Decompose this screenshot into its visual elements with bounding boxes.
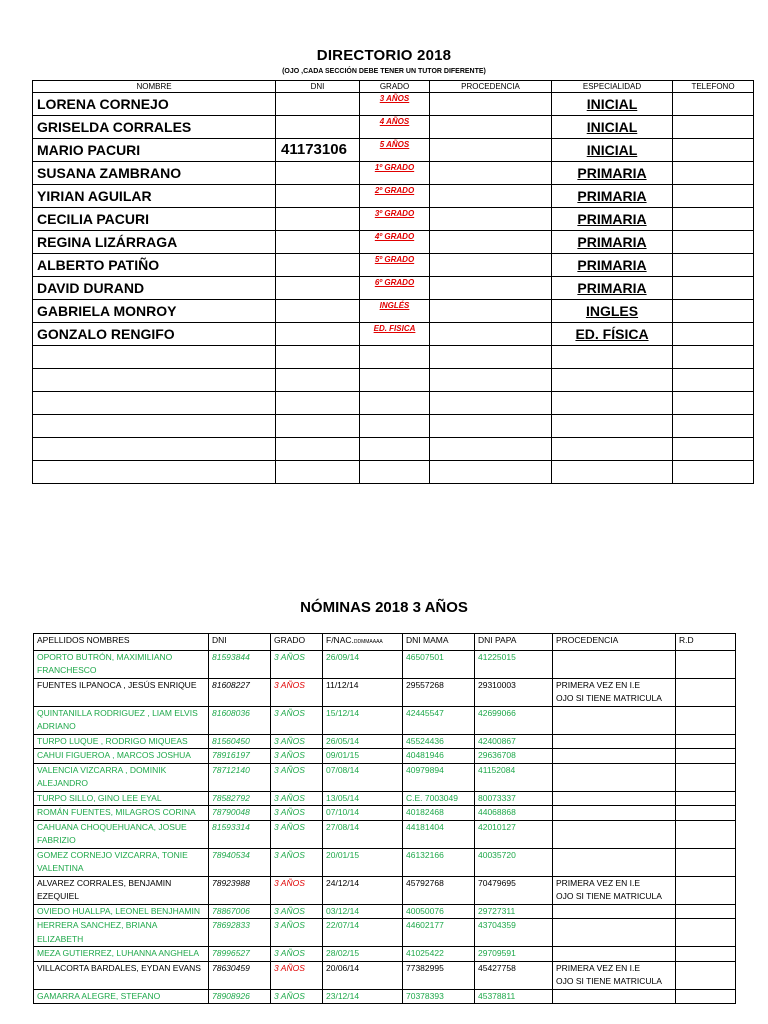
student-dni-cell: 81593844 <box>209 650 271 678</box>
directorio-row <box>33 415 754 438</box>
rd-cell <box>676 904 736 919</box>
student-dni-cell: 78908926 <box>209 989 271 1004</box>
telefono-cell <box>673 438 754 461</box>
dni-mama-cell: 40182468 <box>403 806 475 821</box>
nominas-row <box>34 791 736 806</box>
especialidad-cell <box>552 461 673 484</box>
procedencia-cell: PRIMERA VEZ EN I.E OJO SI TIENE MATRICULA <box>553 876 676 904</box>
rd-cell <box>676 791 736 806</box>
dni-papa-cell: 42400867 <box>475 734 553 749</box>
student-grado-cell: 3 AÑOS <box>271 904 323 919</box>
procedencia-cell <box>553 806 676 821</box>
procedencia-cell <box>553 989 676 1004</box>
student-grado-cell: 3 AÑOS <box>271 650 323 678</box>
nominas-row <box>34 678 736 706</box>
header-rd: R.D <box>676 634 736 651</box>
student-grado-cell: 3 AÑOS <box>271 989 323 1004</box>
nominas-table <box>33 633 736 1004</box>
dni-papa-cell: 29727311 <box>475 904 553 919</box>
grado-cell <box>360 415 430 438</box>
rd-cell <box>676 919 736 947</box>
procedencia-cell <box>430 277 552 300</box>
grado-cell <box>360 461 430 484</box>
grado-cell: 3º GRADO <box>360 208 430 231</box>
student-dni-cell: 78923988 <box>209 876 271 904</box>
dni-papa-cell: 41152084 <box>475 763 553 791</box>
procedencia-cell <box>553 763 676 791</box>
grado-cell: 4 AÑOS <box>360 116 430 139</box>
telefono-cell <box>673 277 754 300</box>
nombre-cell: CECILIA PACURI <box>33 208 276 231</box>
nombre-cell: YIRIAN AGUILAR <box>33 185 276 208</box>
nominas-row <box>34 919 736 947</box>
directorio-title: DIRECTORIO 2018 <box>316 47 452 64</box>
dni-papa-cell: 29709591 <box>475 947 553 962</box>
student-name-cell: QUINTANILLA RODRIGUEZ , LIAM ELVIS ADRIANO <box>34 706 209 734</box>
dni-cell <box>276 300 360 323</box>
directorio-row <box>33 323 754 346</box>
dni-papa-cell: 80073337 <box>475 791 553 806</box>
nominas-row <box>34 706 736 734</box>
student-grado-cell: 3 AÑOS <box>271 961 323 989</box>
telefono-cell <box>673 346 754 369</box>
dni-mama-cell: 29557268 <box>403 678 475 706</box>
nombre-cell <box>33 369 276 392</box>
student-dni-cell: 78916197 <box>209 749 271 764</box>
dni-papa-cell: 42699066 <box>475 706 553 734</box>
student-grado-cell: 3 AÑOS <box>271 919 323 947</box>
student-name-cell: TURPO LUQUE , RODRIGO MIQUEAS <box>34 734 209 749</box>
procedencia-cell <box>553 749 676 764</box>
dni-cell: 41173106 <box>276 139 360 162</box>
dni-mama-cell: 44181404 <box>403 820 475 848</box>
dni-papa-cell: 43704359 <box>475 919 553 947</box>
nombre-cell: SUSANA ZAMBRANO <box>33 162 276 185</box>
procedencia-cell <box>430 461 552 484</box>
procedencia-cell <box>430 415 552 438</box>
procedencia-cell <box>553 904 676 919</box>
dni-papa-cell: 44068868 <box>475 806 553 821</box>
directorio-row <box>33 300 754 323</box>
nominas-row <box>34 961 736 989</box>
student-fnac-cell: 26/05/14 <box>323 734 403 749</box>
especialidad-cell: PRIMARIA <box>552 231 673 254</box>
procedencia-cell <box>430 346 552 369</box>
dni-mama-cell: 46132166 <box>403 848 475 876</box>
student-dni-cell: 78996527 <box>209 947 271 962</box>
nombre-cell: DAVID DURAND <box>33 277 276 300</box>
rd-cell <box>676 650 736 678</box>
rd-cell <box>676 749 736 764</box>
dni-mama-cell: 44602177 <box>403 919 475 947</box>
telefono-cell <box>673 185 754 208</box>
especialidad-cell <box>552 415 673 438</box>
student-dni-cell: 81593314 <box>209 820 271 848</box>
student-dni-cell: 81560450 <box>209 734 271 749</box>
student-name-cell: OPORTO BUTRÓN, MAXIMILIANO FRANCHESCO <box>34 650 209 678</box>
dni-cell <box>276 162 360 185</box>
dni-papa-cell: 29636708 <box>475 749 553 764</box>
dni-mama-cell: 40481946 <box>403 749 475 764</box>
student-fnac-cell: 27/08/14 <box>323 820 403 848</box>
dni-papa-cell: 45378811 <box>475 989 553 1004</box>
nombre-cell <box>33 438 276 461</box>
nominas-title: NÓMINAS 2018 3 AÑOS <box>300 599 468 616</box>
student-name-cell: GOMEZ CORNEJO VIZCARRA, TONIE VALENTINA <box>34 848 209 876</box>
student-name-cell: GAMARRA ALEGRE, STEFANO <box>34 989 209 1004</box>
student-dni-cell: 78790048 <box>209 806 271 821</box>
student-dni-cell: 78692833 <box>209 919 271 947</box>
dni-cell <box>276 438 360 461</box>
especialidad-cell: INGLES <box>552 300 673 323</box>
student-name-cell: MEZA GUTIERREZ, LUHANNA ANGHELA <box>34 947 209 962</box>
student-name-cell: CAHUI FIGUEROA , MARCOS JOSHUA <box>34 749 209 764</box>
dni-cell <box>276 93 360 116</box>
grado-cell: 2º GRADO <box>360 185 430 208</box>
procedencia-cell <box>553 820 676 848</box>
nominas-row <box>34 820 736 848</box>
procedencia-cell <box>430 438 552 461</box>
student-fnac-cell: 07/08/14 <box>323 763 403 791</box>
procedencia-cell: PRIMERA VEZ EN I.E OJO SI TIENE MATRICULA <box>553 961 676 989</box>
header-fnac-label: F/NAC. <box>326 635 354 645</box>
student-grado-cell: 3 AÑOS <box>271 749 323 764</box>
dni-cell <box>276 392 360 415</box>
student-grado-cell: 3 AÑOS <box>271 876 323 904</box>
especialidad-cell <box>552 392 673 415</box>
dni-cell <box>276 254 360 277</box>
directorio-row <box>33 369 754 392</box>
nombre-cell: GRISELDA CORRALES <box>33 116 276 139</box>
dni-cell <box>276 116 360 139</box>
student-name-cell: OVIEDO HUALLPA, LEONEL BENJHAMIN <box>34 904 209 919</box>
header-especialidad: ESPECIALIDAD <box>552 81 673 93</box>
nominas-row <box>34 749 736 764</box>
nombre-cell <box>33 415 276 438</box>
student-fnac-cell: 24/12/14 <box>323 876 403 904</box>
student-grado-cell: 3 AÑOS <box>271 848 323 876</box>
directorio-row <box>33 346 754 369</box>
student-fnac-cell: 20/06/14 <box>323 961 403 989</box>
student-fnac-cell: 23/12/14 <box>323 989 403 1004</box>
procedencia-cell <box>553 734 676 749</box>
student-name-cell: VILLACORTA BARDALES, EYDAN EVANS <box>34 961 209 989</box>
student-grado-cell: 3 AÑOS <box>271 820 323 848</box>
dni-cell <box>276 277 360 300</box>
procedencia-cell <box>430 208 552 231</box>
student-dni-cell: 78712140 <box>209 763 271 791</box>
nominas-row <box>34 989 736 1004</box>
dni-cell <box>276 231 360 254</box>
especialidad-cell: PRIMARIA <box>552 277 673 300</box>
directorio-row <box>33 438 754 461</box>
nominas-row <box>34 904 736 919</box>
especialidad-cell <box>552 438 673 461</box>
nombre-cell: REGINA LIZÁRRAGA <box>33 231 276 254</box>
student-grado-cell: 3 AÑOS <box>271 678 323 706</box>
dni-mama-cell: 42445547 <box>403 706 475 734</box>
telefono-cell <box>673 139 754 162</box>
student-grado-cell: 3 AÑOS <box>271 791 323 806</box>
header-telefono: TELEFONO <box>673 81 754 93</box>
header-grado: GRADO <box>271 634 323 651</box>
nominas-row <box>34 650 736 678</box>
student-fnac-cell: 11/12/14 <box>323 678 403 706</box>
student-grado-cell: 3 AÑOS <box>271 806 323 821</box>
especialidad-cell: PRIMARIA <box>552 254 673 277</box>
header-dni-papa: DNI PAPA <box>475 634 553 651</box>
especialidad-cell: PRIMARIA <box>552 208 673 231</box>
student-dni-cell: 78582792 <box>209 791 271 806</box>
header-dni-mama: DNI MAMA <box>403 634 475 651</box>
directorio-row <box>33 139 754 162</box>
dni-cell <box>276 323 360 346</box>
directorio-row <box>33 208 754 231</box>
directorio-row <box>33 185 754 208</box>
telefono-cell <box>673 392 754 415</box>
rd-cell <box>676 678 736 706</box>
grado-cell: 1º GRADO <box>360 162 430 185</box>
student-name-cell: CAHUANA CHOQUEHUANCA, JOSUE FABRIZIO <box>34 820 209 848</box>
grado-cell <box>360 438 430 461</box>
student-grado-cell: 3 AÑOS <box>271 734 323 749</box>
dni-mama-cell: 46507501 <box>403 650 475 678</box>
student-grado-cell: 3 AÑOS <box>271 706 323 734</box>
rd-cell <box>676 876 736 904</box>
procedencia-cell <box>553 791 676 806</box>
telefono-cell <box>673 415 754 438</box>
rd-cell <box>676 961 736 989</box>
nominas-row <box>34 806 736 821</box>
rd-cell <box>676 820 736 848</box>
grado-cell: 5 AÑOS <box>360 139 430 162</box>
rd-cell <box>676 806 736 821</box>
directorio-row <box>33 461 754 484</box>
student-grado-cell: 3 AÑOS <box>271 763 323 791</box>
nominas-row <box>34 763 736 791</box>
student-fnac-cell: 15/12/14 <box>323 706 403 734</box>
student-grado-cell: 3 AÑOS <box>271 947 323 962</box>
header-apellidos-nombres: APELLIDOS NOMBRES <box>34 634 209 651</box>
rd-cell <box>676 706 736 734</box>
especialidad-cell: INICIAL <box>552 139 673 162</box>
student-fnac-cell: 09/01/15 <box>323 749 403 764</box>
nominas-row <box>34 876 736 904</box>
student-dni-cell: 78630459 <box>209 961 271 989</box>
grado-cell <box>360 392 430 415</box>
student-dni-cell: 78867006 <box>209 904 271 919</box>
especialidad-cell: PRIMARIA <box>552 162 673 185</box>
directorio-row <box>33 162 754 185</box>
procedencia-cell <box>430 139 552 162</box>
procedencia-cell <box>553 848 676 876</box>
procedencia-cell <box>553 650 676 678</box>
nominas-row <box>34 848 736 876</box>
directorio-header-row <box>33 81 754 93</box>
rd-cell <box>676 763 736 791</box>
especialidad-cell: INICIAL <box>552 116 673 139</box>
nombre-cell <box>33 392 276 415</box>
procedencia-cell <box>430 231 552 254</box>
procedencia-cell <box>430 162 552 185</box>
header-procedencia: PROCEDENCIA <box>430 81 552 93</box>
dni-mama-cell: 40979894 <box>403 763 475 791</box>
directorio-subtitle: (OJO ,CADA SECCIÓN DEBE TENER UN TUTOR DIFERENTE) <box>282 68 486 75</box>
student-name-cell: FUENTES ILPANOCA , JESÚS ENRIQUE <box>34 678 209 706</box>
student-fnac-cell: 22/07/14 <box>323 919 403 947</box>
directorio-row <box>33 231 754 254</box>
header-procedencia: PROCEDENCIA <box>553 634 676 651</box>
rd-cell <box>676 848 736 876</box>
procedencia-cell <box>430 392 552 415</box>
dni-cell <box>276 346 360 369</box>
student-dni-cell: 78940534 <box>209 848 271 876</box>
directorio-row <box>33 116 754 139</box>
grado-cell: 3 AÑOS <box>360 93 430 116</box>
dni-cell <box>276 208 360 231</box>
dni-papa-cell: 70479695 <box>475 876 553 904</box>
procedencia-cell <box>430 300 552 323</box>
telefono-cell <box>673 300 754 323</box>
telefono-cell <box>673 116 754 139</box>
rd-cell <box>676 947 736 962</box>
nombre-cell <box>33 461 276 484</box>
procedencia-cell <box>553 947 676 962</box>
nombre-cell <box>33 346 276 369</box>
directorio-row <box>33 254 754 277</box>
grado-cell: 6º GRADO <box>360 277 430 300</box>
procedencia-cell <box>430 93 552 116</box>
nominas-row <box>34 734 736 749</box>
telefono-cell <box>673 254 754 277</box>
rd-cell <box>676 989 736 1004</box>
telefono-cell <box>673 208 754 231</box>
procedencia-cell <box>553 706 676 734</box>
student-dni-cell: 81608227 <box>209 678 271 706</box>
procedencia-cell <box>430 323 552 346</box>
telefono-cell <box>673 93 754 116</box>
telefono-cell <box>673 369 754 392</box>
student-name-cell: TURPO SILLO, GINO LEE EYAL <box>34 791 209 806</box>
dni-cell <box>276 461 360 484</box>
dni-cell <box>276 369 360 392</box>
nombre-cell: GONZALO RENGIFO <box>33 323 276 346</box>
grado-cell <box>360 346 430 369</box>
student-fnac-cell: 03/12/14 <box>323 904 403 919</box>
student-fnac-cell: 28/02/15 <box>323 947 403 962</box>
student-name-cell: HERRERA SANCHEZ, BRIANA ELIZABETH <box>34 919 209 947</box>
procedencia-cell <box>430 369 552 392</box>
header-nombre: NOMBRE <box>33 81 276 93</box>
dni-mama-cell: 45792768 <box>403 876 475 904</box>
nominas-header-row <box>34 634 736 651</box>
header-fnac <box>323 634 403 651</box>
dni-cell <box>276 415 360 438</box>
student-fnac-cell: 26/09/14 <box>323 650 403 678</box>
student-name-cell: VALENCIA VIZCARRA , DOMINIK ALEJANDRO <box>34 763 209 791</box>
directorio-row <box>33 392 754 415</box>
dni-papa-cell: 42010127 <box>475 820 553 848</box>
header-dni: DNI <box>276 81 360 93</box>
header-grado: GRADO <box>360 81 430 93</box>
procedencia-cell <box>430 254 552 277</box>
grado-cell: 4º GRADO <box>360 231 430 254</box>
procedencia-cell <box>553 919 676 947</box>
nominas-row <box>34 947 736 962</box>
especialidad-cell: PRIMARIA <box>552 185 673 208</box>
procedencia-cell: PRIMERA VEZ EN I.E OJO SI TIENE MATRICULA <box>553 678 676 706</box>
dni-mama-cell: C.E. 7003049 <box>403 791 475 806</box>
dni-papa-cell: 40035720 <box>475 848 553 876</box>
dni-mama-cell: 40050076 <box>403 904 475 919</box>
grado-cell: ED. FISICA <box>360 323 430 346</box>
dni-papa-cell: 41225015 <box>475 650 553 678</box>
student-fnac-cell: 20/01/15 <box>323 848 403 876</box>
student-fnac-cell: 13/05/14 <box>323 791 403 806</box>
procedencia-cell <box>430 116 552 139</box>
student-name-cell: ROMÁN FUENTES, MILAGROS CORINA <box>34 806 209 821</box>
telefono-cell <box>673 461 754 484</box>
especialidad-cell: INICIAL <box>552 93 673 116</box>
header-fnac-format: DDMMAAAA <box>353 639 383 645</box>
student-dni-cell: 81608036 <box>209 706 271 734</box>
student-fnac-cell: 07/10/14 <box>323 806 403 821</box>
especialidad-cell <box>552 346 673 369</box>
especialidad-cell <box>552 369 673 392</box>
especialidad-cell: ED. FÍSICA <box>552 323 673 346</box>
dni-cell <box>276 185 360 208</box>
student-name-cell: ALVAREZ CORRALES, BENJAMIN EZEQUIEL <box>34 876 209 904</box>
nombre-cell: GABRIELA MONROY <box>33 300 276 323</box>
dni-papa-cell: 29310003 <box>475 678 553 706</box>
directorio-row <box>33 277 754 300</box>
dni-mama-cell: 77382995 <box>403 961 475 989</box>
nombre-cell: LORENA CORNEJO <box>33 93 276 116</box>
procedencia-cell <box>430 185 552 208</box>
nombre-cell: MARIO PACURI <box>33 139 276 162</box>
dni-mama-cell: 70378393 <box>403 989 475 1004</box>
nombre-cell: ALBERTO PATIÑO <box>33 254 276 277</box>
dni-mama-cell: 41025422 <box>403 947 475 962</box>
telefono-cell <box>673 231 754 254</box>
grado-cell: 5º GRADO <box>360 254 430 277</box>
telefono-cell <box>673 323 754 346</box>
dni-papa-cell: 45427758 <box>475 961 553 989</box>
header-dni: DNI <box>209 634 271 651</box>
rd-cell <box>676 734 736 749</box>
telefono-cell <box>673 162 754 185</box>
directorio-row <box>33 93 754 116</box>
directorio-table <box>32 80 754 484</box>
dni-mama-cell: 45524436 <box>403 734 475 749</box>
grado-cell: INGLÉS <box>360 300 430 323</box>
grado-cell <box>360 369 430 392</box>
